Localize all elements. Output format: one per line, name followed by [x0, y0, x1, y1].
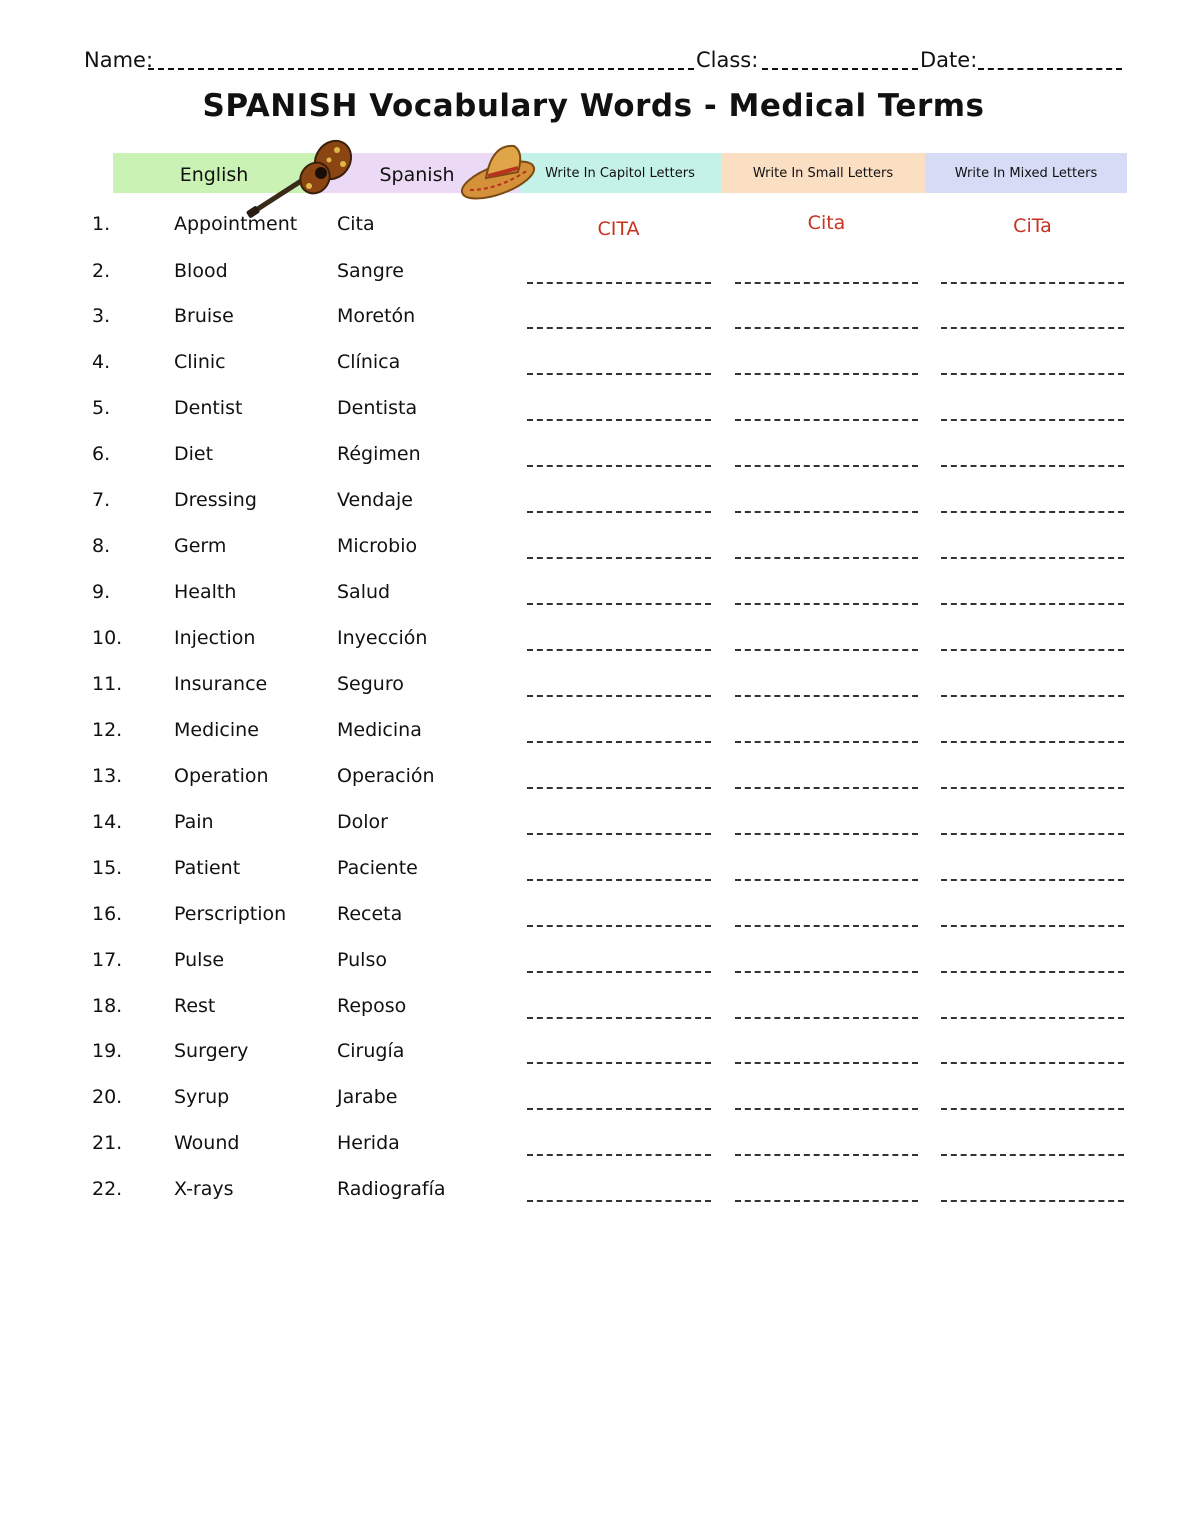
spanish-word: Medicina	[337, 719, 422, 741]
english-word: Germ	[174, 535, 227, 557]
capital-blank[interactable]	[527, 741, 711, 743]
mixed-blank[interactable]	[941, 1200, 1124, 1202]
word-number: 22.	[92, 1178, 123, 1200]
english-word: Pain	[174, 811, 214, 833]
sombrero-icon	[458, 138, 542, 200]
english-word: Clinic	[174, 351, 226, 373]
mixed-blank[interactable]	[941, 327, 1124, 329]
spanish-word: Paciente	[337, 857, 418, 879]
list-item	[0, 765, 1187, 795]
small-blank[interactable]	[735, 695, 918, 697]
small-blank[interactable]	[735, 465, 918, 467]
mixed-blank[interactable]	[941, 557, 1124, 559]
spanish-word: Vendaje	[337, 489, 413, 511]
english-word: Medicine	[174, 719, 259, 741]
word-number: 19.	[92, 1040, 123, 1062]
spanish-word: Cita	[337, 213, 375, 235]
spanish-word: Herida	[337, 1132, 400, 1154]
word-number: 5.	[92, 397, 111, 419]
small-blank[interactable]	[735, 557, 918, 559]
mixed-blank[interactable]	[941, 971, 1124, 973]
list-item	[0, 305, 1187, 335]
list-item	[0, 1040, 1187, 1070]
list-item	[0, 213, 1187, 243]
header-capital-label: Write In Capitol Letters	[545, 165, 695, 181]
example-small: Cita	[807, 212, 846, 234]
page-title: SPANISH Vocabulary Words - Medical Terms	[202, 88, 985, 124]
english-word: Perscription	[174, 903, 287, 925]
header-mixed	[925, 153, 1127, 193]
small-blank[interactable]	[735, 327, 918, 329]
class-field[interactable]	[762, 48, 918, 70]
capital-blank[interactable]	[527, 971, 711, 973]
english-word: Insurance	[174, 673, 268, 695]
small-blank[interactable]	[735, 971, 918, 973]
small-blank[interactable]	[735, 1017, 918, 1019]
english-word: Pulse	[174, 949, 225, 971]
english-word: Health	[174, 581, 237, 603]
list-item	[0, 1132, 1187, 1162]
spanish-word: Dentista	[337, 397, 418, 419]
capital-blank[interactable]	[527, 1108, 711, 1110]
capital-blank[interactable]	[527, 1062, 711, 1064]
name-label: Name:	[84, 48, 154, 72]
mixed-blank[interactable]	[941, 603, 1124, 605]
list-item	[0, 627, 1187, 657]
list-item	[0, 949, 1187, 979]
header-mixed-label: Write In Mixed Letters	[954, 165, 1098, 181]
capital-blank[interactable]	[527, 1200, 711, 1202]
name-field[interactable]	[148, 48, 694, 70]
mixed-blank[interactable]	[941, 465, 1124, 467]
class-label: Class:	[696, 48, 759, 72]
word-number: 17.	[92, 949, 123, 971]
small-blank[interactable]	[735, 879, 918, 881]
capital-blank[interactable]	[527, 649, 711, 651]
english-word: Dressing	[174, 489, 257, 511]
small-blank[interactable]	[735, 1154, 918, 1156]
date-field[interactable]	[978, 48, 1122, 70]
english-word: Wound	[174, 1132, 240, 1154]
capital-blank[interactable]	[527, 419, 711, 421]
word-number: 20.	[92, 1086, 123, 1108]
small-blank[interactable]	[735, 833, 918, 835]
mixed-blank[interactable]	[941, 419, 1124, 421]
list-item	[0, 811, 1187, 841]
english-word: Dentist	[174, 397, 243, 419]
small-blank[interactable]	[735, 282, 918, 284]
capital-blank[interactable]	[527, 925, 711, 927]
spanish-word: Régimen	[337, 443, 421, 465]
mixed-blank[interactable]	[941, 787, 1124, 789]
list-item	[0, 719, 1187, 749]
header-capital	[519, 153, 721, 193]
list-item	[0, 397, 1187, 427]
header-spanish-label: Spanish	[379, 164, 455, 186]
list-item	[0, 535, 1187, 565]
mixed-blank[interactable]	[941, 833, 1124, 835]
spanish-word: Moretón	[337, 305, 416, 327]
list-item	[0, 351, 1187, 381]
capital-blank[interactable]	[527, 695, 711, 697]
english-word: Surgery	[174, 1040, 249, 1062]
list-item	[0, 903, 1187, 933]
date-label: Date:	[920, 48, 978, 72]
capital-blank[interactable]	[527, 465, 711, 467]
example-mixed: CiTa	[1013, 215, 1052, 237]
word-number: 15.	[92, 857, 123, 879]
small-blank[interactable]	[735, 1108, 918, 1110]
small-blank[interactable]	[735, 373, 918, 375]
mixed-blank[interactable]	[941, 925, 1124, 927]
word-number: 14.	[92, 811, 123, 833]
word-number: 13.	[92, 765, 123, 787]
header-small-label: Write In Small Letters	[752, 165, 894, 181]
word-number: 4.	[92, 351, 111, 373]
mixed-blank[interactable]	[941, 282, 1124, 284]
mixed-blank[interactable]	[941, 373, 1124, 375]
header-english-label: English	[179, 164, 249, 186]
small-blank[interactable]	[735, 649, 918, 651]
mixed-blank[interactable]	[941, 695, 1124, 697]
english-word: Diet	[174, 443, 214, 465]
capital-blank[interactable]	[527, 833, 711, 835]
english-word: Syrup	[174, 1086, 230, 1108]
capital-blank[interactable]	[527, 879, 711, 881]
small-blank[interactable]	[735, 1062, 918, 1064]
english-word: Patient	[174, 857, 241, 879]
list-item	[0, 443, 1187, 473]
small-blank[interactable]	[735, 1200, 918, 1202]
guitar-icon	[245, 138, 355, 220]
capital-blank[interactable]	[527, 511, 711, 513]
small-blank[interactable]	[735, 925, 918, 927]
list-item	[0, 489, 1187, 519]
header-small	[721, 153, 925, 193]
spanish-word: Seguro	[337, 673, 404, 695]
capital-blank[interactable]	[527, 1154, 711, 1156]
spanish-word: Dolor	[337, 811, 388, 833]
list-item	[0, 581, 1187, 611]
word-number: 12.	[92, 719, 123, 741]
example-capital: CITA	[597, 218, 640, 240]
student-info-line	[84, 48, 1124, 76]
word-number: 1.	[92, 213, 111, 235]
word-number: 11.	[92, 673, 123, 695]
spanish-word: Salud	[337, 581, 391, 603]
mixed-blank[interactable]	[941, 511, 1124, 513]
word-number: 3.	[92, 305, 111, 327]
small-blank[interactable]	[735, 787, 918, 789]
word-number: 2.	[92, 260, 111, 282]
capital-blank[interactable]	[527, 603, 711, 605]
word-number: 9.	[92, 581, 111, 603]
spanish-word: Operación	[337, 765, 435, 787]
small-blank[interactable]	[735, 511, 918, 513]
spanish-word: Sangre	[337, 260, 404, 282]
mixed-blank[interactable]	[941, 1154, 1124, 1156]
spanish-word: Receta	[337, 903, 403, 925]
small-blank[interactable]	[735, 741, 918, 743]
list-item	[0, 1178, 1187, 1208]
list-item	[0, 1086, 1187, 1116]
spanish-word: Pulso	[337, 949, 387, 971]
mixed-blank[interactable]	[941, 1017, 1124, 1019]
word-number: 10.	[92, 627, 123, 649]
english-word: Bruise	[174, 305, 234, 327]
word-number: 21.	[92, 1132, 123, 1154]
capital-blank[interactable]	[527, 327, 711, 329]
mixed-blank[interactable]	[941, 741, 1124, 743]
english-word: Rest	[174, 995, 216, 1017]
spanish-word: Clínica	[337, 351, 401, 373]
spanish-word: Cirugía	[337, 1040, 405, 1062]
english-word: Operation	[174, 765, 269, 787]
mixed-blank[interactable]	[941, 1062, 1124, 1064]
list-item	[0, 995, 1187, 1025]
word-number: 6.	[92, 443, 111, 465]
word-number: 7.	[92, 489, 111, 511]
mixed-blank[interactable]	[941, 1108, 1124, 1110]
spanish-word: Inyección	[337, 627, 428, 649]
word-number: 16.	[92, 903, 123, 925]
mixed-blank[interactable]	[941, 879, 1124, 881]
english-word: X-rays	[174, 1178, 234, 1200]
english-word: Blood	[174, 260, 228, 282]
capital-blank[interactable]	[527, 1017, 711, 1019]
spanish-word: Jarabe	[337, 1086, 398, 1108]
word-number: 18.	[92, 995, 123, 1017]
list-item	[0, 857, 1187, 887]
capital-blank[interactable]	[527, 282, 711, 284]
spanish-word: Reposo	[337, 995, 407, 1017]
capital-blank[interactable]	[527, 373, 711, 375]
mixed-blank[interactable]	[941, 649, 1124, 651]
spanish-word: Microbio	[337, 535, 418, 557]
capital-blank[interactable]	[527, 787, 711, 789]
small-blank[interactable]	[735, 419, 918, 421]
small-blank[interactable]	[735, 603, 918, 605]
spanish-word: Radiografía	[337, 1178, 446, 1200]
english-word: Appointment	[174, 213, 298, 235]
list-item	[0, 260, 1187, 290]
list-item	[0, 673, 1187, 703]
english-word: Injection	[174, 627, 256, 649]
word-number: 8.	[92, 535, 111, 557]
capital-blank[interactable]	[527, 557, 711, 559]
